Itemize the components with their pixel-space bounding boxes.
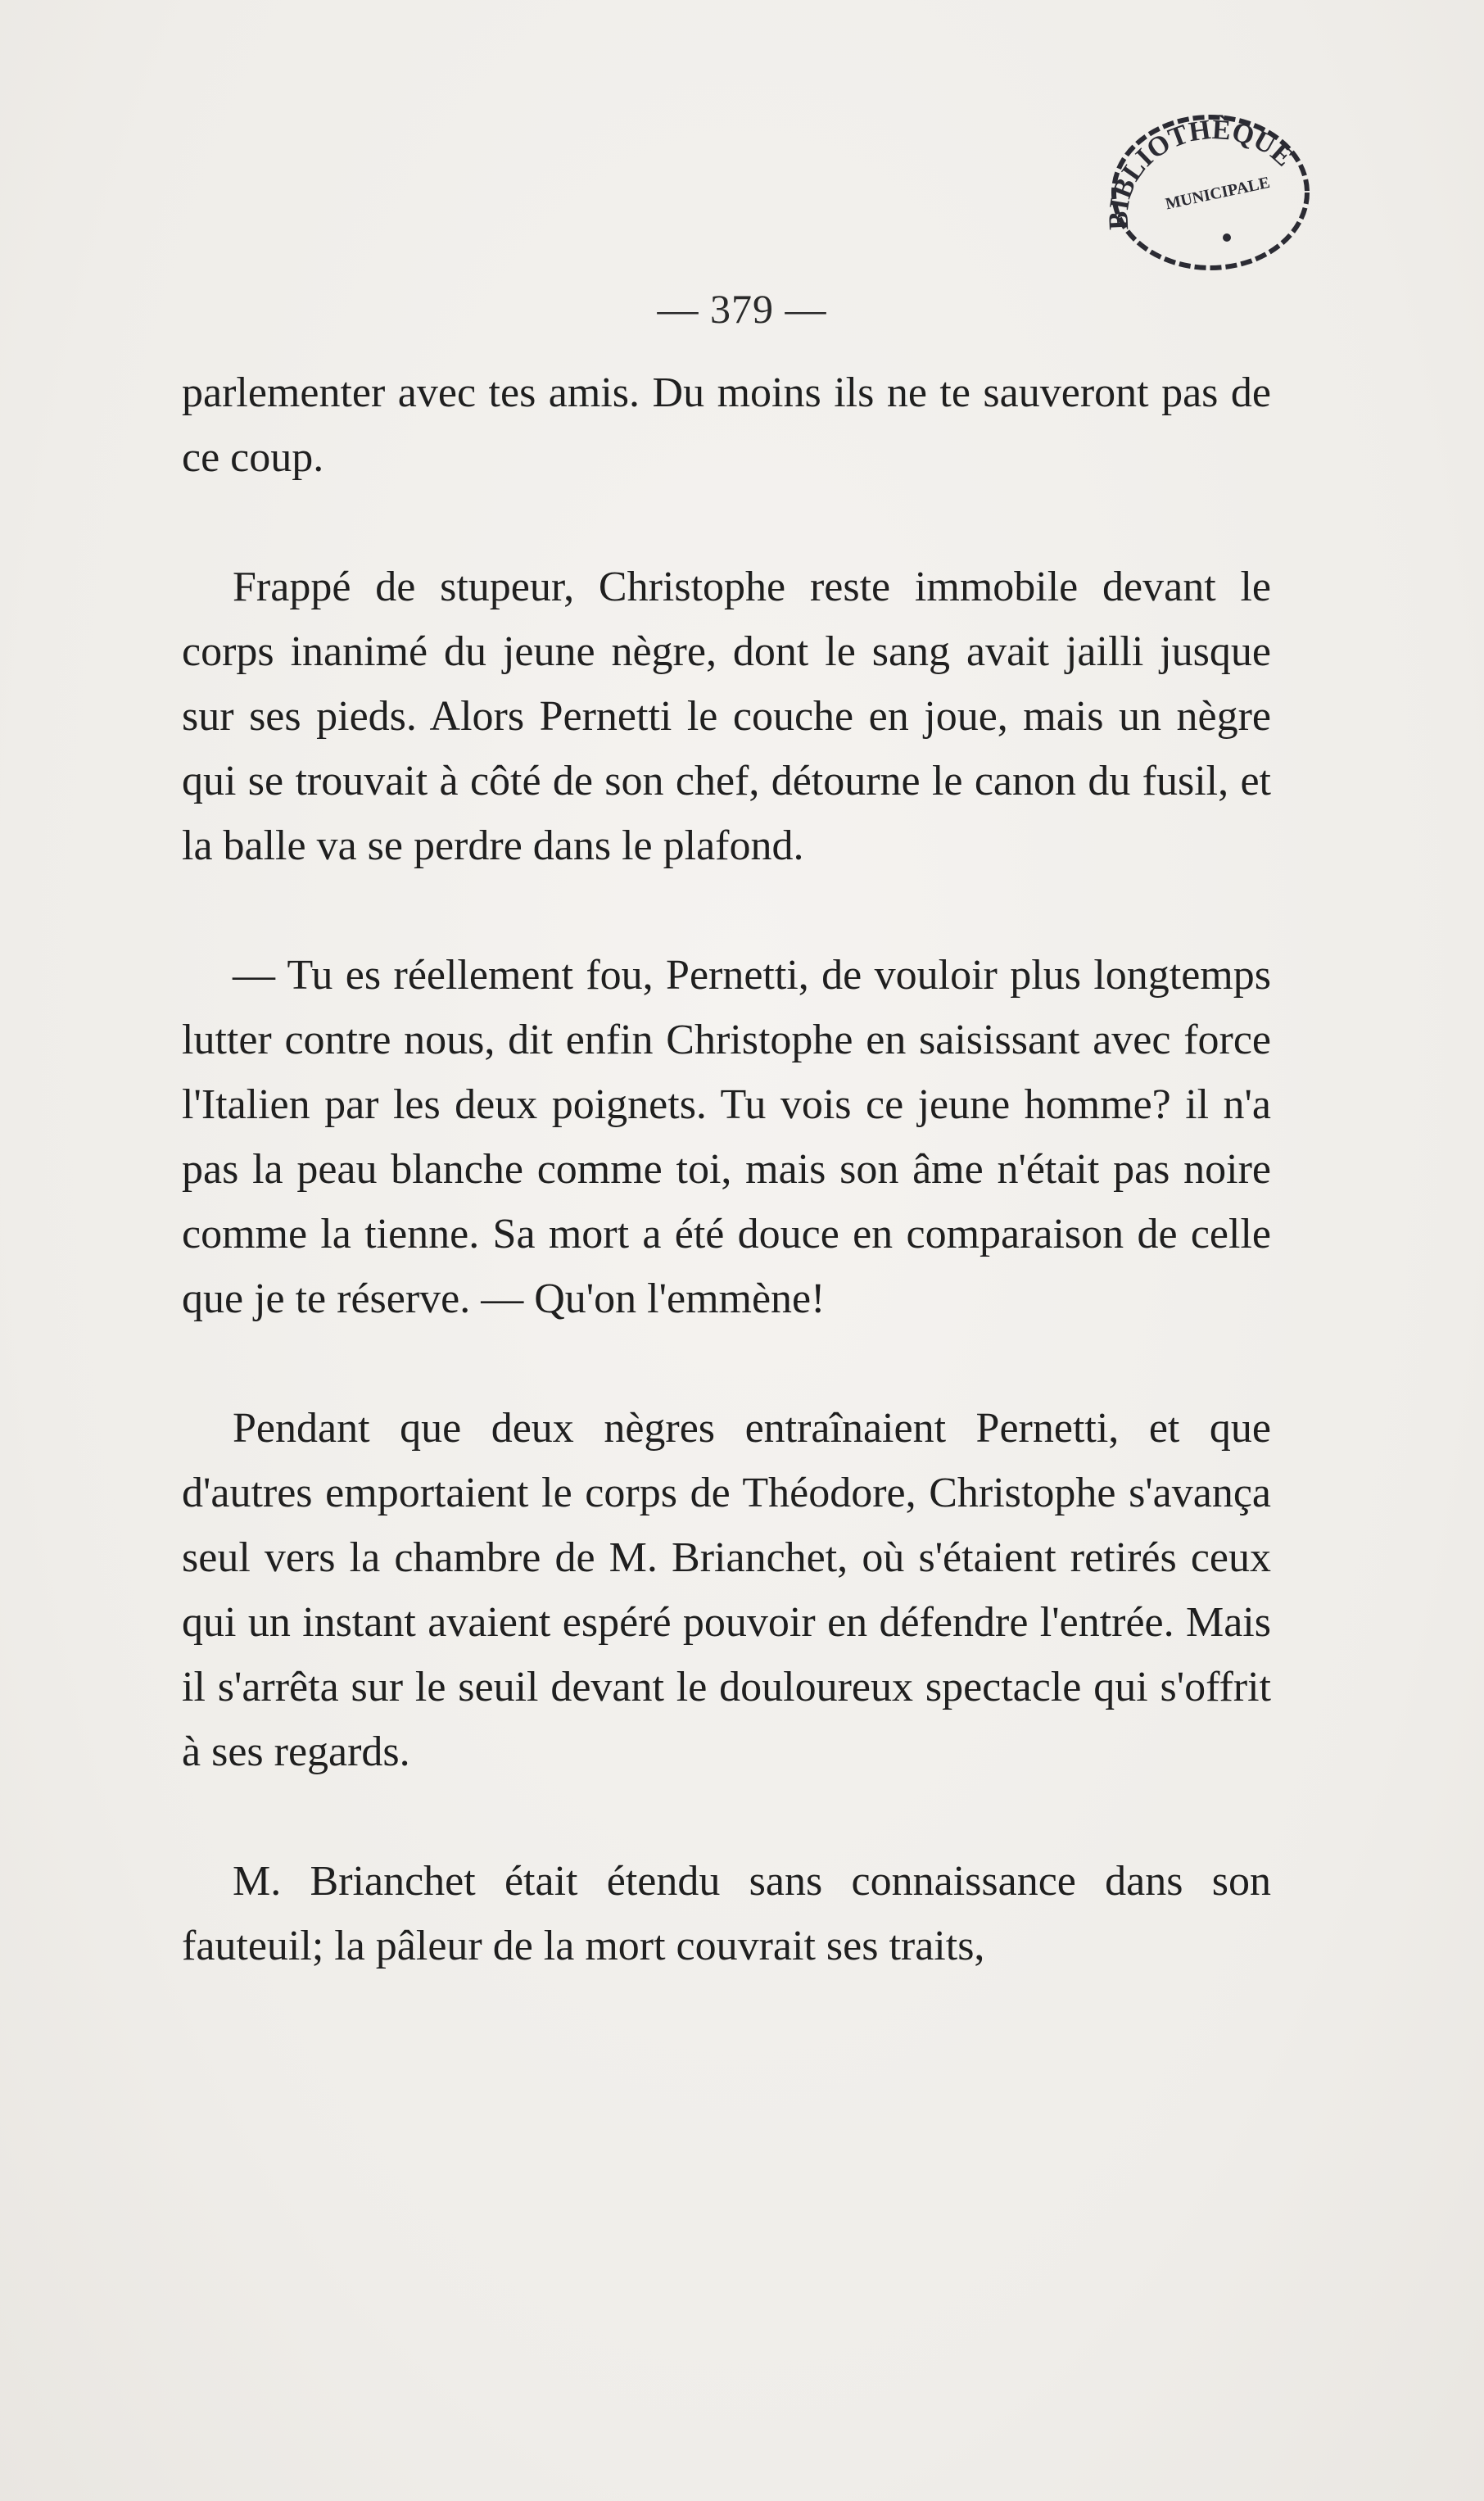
paragraph-5: M. Brianchet était étendu sans connaissance dans son fauteuil; la pâleur de la mort couvrait ses traits, xyxy=(182,1858,1271,1969)
paragraph-4: Pendant que deux nègres entraînaient Pernetti, et que d'autres emportaient le corps de Théodore, Christophe s'avança seul vers la chambre de M. Brianchet, où s'étaient retirés ceux qui un instant avaient espéré pouvoir en défendre l'entrée. Mais il s'arrêta sur le seuil devant le douloureux spectacle qui s'offrit à ses regards. xyxy=(182,1405,1271,1775)
library-stamp xyxy=(1096,106,1325,279)
stamp-inner-text: MUNICIPALE xyxy=(1164,173,1272,214)
stamp-dot xyxy=(1223,233,1231,242)
paragraph-2: Frappé de stupeur, Christophe reste immobile devant le corps inanimé du jeune nègre, dont le sang avait jailli jusque sur ses pieds. Alors Pernetti le couche en joue, mais un nègre qui se trouvait à côté de son chef, détourne le canon du fusil, et la balle va se perdre dans le plafond. xyxy=(182,564,1271,869)
page-number: — 379 — xyxy=(657,286,827,332)
paragraph-1: parlementer avec tes amis. Du moins ils ne te sauveront pas de ce coup. xyxy=(182,369,1271,481)
svg-text:BIBLIOTHÈQUE xyxy=(1103,115,1298,231)
body-text xyxy=(182,360,1271,1978)
paragraph-3: — Tu es réellement fou, Pernetti, de vouloir plus longtemps lutter contre nous, dit enfin Christophe en saisissant avec force l'Italien par les deux poignets. Tu vois ce jeune homme? il n'a pas la peau blanche comme toi, mais son âme n'était pas noire comme la tienne. Sa mort a été douce en comparaison de celle que je te réserve. — Qu'on l'emmène! xyxy=(182,952,1271,1322)
stamp-ring-text: BIBLIOTHÈQUE xyxy=(1103,114,1299,231)
